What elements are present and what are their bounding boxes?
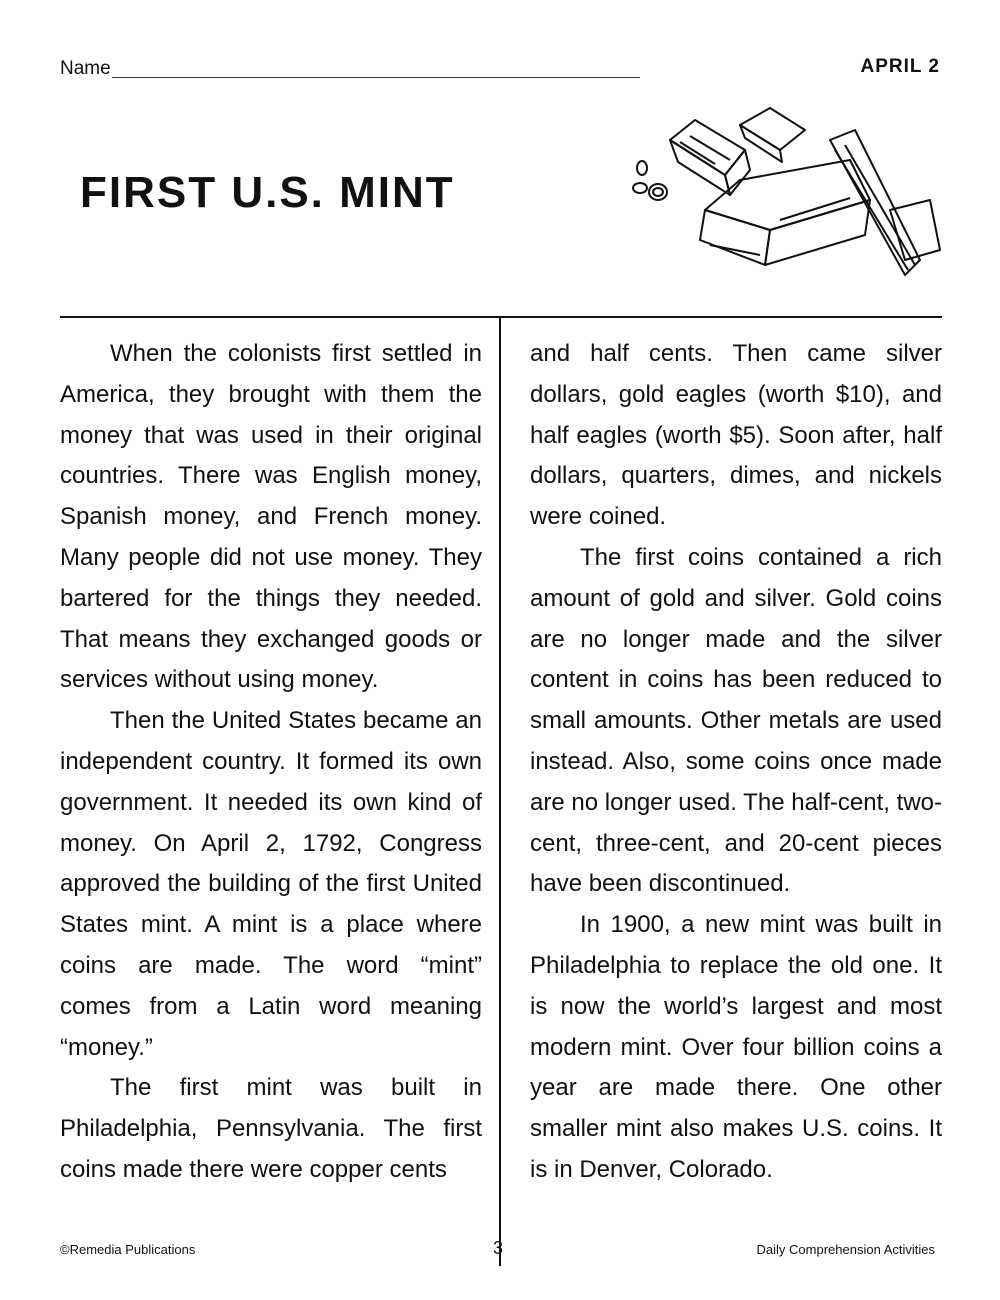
page-title: FIRST U.S. MINT [80,168,455,217]
article-right-column [530,334,942,1191]
article-paragraph: The first coins contained a rich amount of gold and silver. Gold coins are no longer made and the silver content in coins has been reduced to small amounts. Other metals are used instead. Also, some coins once made are no longer used. The half-cent, two-cent, three-cent, and 20-cent pieces have been discontinued. [530,543,942,898]
article-paragraph: The first mint was built in Philadelphia, Pennsylvania. The first coins made there were copper cents [60,1074,482,1183]
column-divider [499,316,501,1266]
article-paragraph: When the colonists first settled in America, they brought with them the money that was used in their original countries. There was English money, Spanish money, and French money. Many people did not use money. They bartered for the things they needed. That means they exchanged goods or services without using money. [60,340,482,694]
page-number: 3 [493,1238,504,1258]
name-line [112,77,640,78]
date-label: APRIL 2 [860,56,940,77]
article-paragraph: Then the United States became an independent country. It formed its own government. It needed its own kind of money. On April 2, 1792, Congress approved the building of the first United States mint. A mint is a place where coins are made. The word “mint” comes from a Latin word meaning “money.” [60,707,482,1061]
article-paragraph: In 1900, a new mint was built in Philadelphia to replace the old one. It is now the world’s largest and most modern mint. Over four billion coins a year are made there. One other smaller mint also makes U.S. coins. It is in Denver, Colorado. [530,911,942,1183]
article-paragraph: and half cents. Then came silver dollars, gold eagles (worth $10), and half eagles (worth $5). Soon after, half dollars, quarters, dimes, and nickels were coined. [530,340,942,531]
top-rule [60,316,942,318]
footer-series: Daily Comprehension Activities [756,1242,935,1257]
article-left-column [60,334,482,1191]
gold-bars-and-coins-icon [620,100,950,300]
name-label: Name [60,58,111,79]
footer-publisher: ©Remedia Publications [60,1242,196,1257]
